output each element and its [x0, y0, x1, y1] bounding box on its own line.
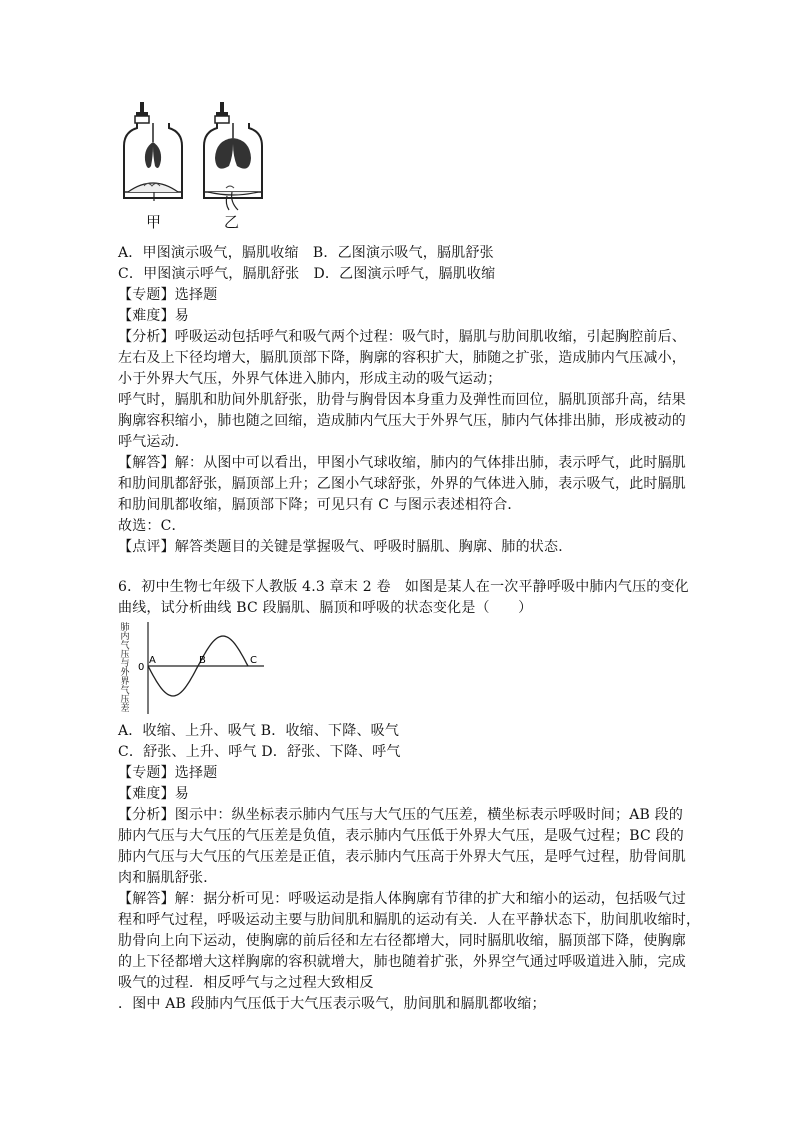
y-label-char: 差 [120, 704, 130, 714]
q6-topic: 【专题】选择题 [118, 765, 218, 781]
y-label-char: 气 [120, 641, 130, 651]
q5-answer-line: 【解答】解：从图中可以看出，甲图小气球收缩，肺内的气体排出肺，表示呼气，此时膈肌 [118, 455, 686, 471]
q5-answer-line: 和肋间肌都舒张，膈顶部上升；乙图小气球舒张，外界的气体进入肺，表示吸气，此时膈肌 [118, 476, 686, 492]
q6-answer-line: 程和呼气过程，呼吸运动主要与肋间肌和膈肌的运动有关．人在平静状态下，肋间肌收缩时， [118, 912, 701, 928]
pressure-chart [132, 620, 268, 716]
q6-answer-line: 的上下径都增大这样胸廓的容积就增大，肺也随着扩张，外界空气通过呼吸道进入肺，完成 [118, 954, 686, 970]
q6-difficulty: 【难度】易 [118, 786, 189, 802]
point-label-a: A [149, 655, 156, 666]
bell-jar-figure-jia [118, 100, 188, 202]
q6-analysis-line: 【分析】图示中：纵坐标表示肺内气压与大气压的气压差，横坐标表示呼吸时间；AB 段的 [118, 807, 684, 823]
q5-analysis-line: 【分析】呼吸运动包括呼气和吸气两个过程：吸气时，膈肌与肋间肌收缩，引起胸腔前后、 [118, 329, 686, 345]
y-label-char: 与 [120, 659, 130, 669]
q6-analysis-line: 肺内气压与大气压的气压差是负值，表示肺内气压低于外界大气压，是吸气过程；BC 段的 [118, 828, 684, 844]
chart-y-axis-label [120, 624, 130, 714]
q5-difficulty: 【难度】易 [118, 308, 189, 324]
q5-topic: 【专题】选择题 [118, 287, 218, 303]
point-label-b: B [199, 655, 206, 666]
q6-analysis-line: 肺内气压与大气压的气压差是正值，表示肺内气压高于外界大气压，是呼气过程，肋骨间肌 [118, 849, 686, 865]
q5-analysis-line: 呼气时，膈肌和肋间外肌舒张，肋骨与胸骨因本身重力及弹性而回位，膈肌顶部升高，结果 [118, 392, 686, 408]
figure-caption-jia: 甲 [146, 213, 162, 231]
bell-jar-figure-yi [196, 100, 268, 212]
q6-answer-line: 【解答】解：据分析可见：呼吸运动是指人体胸廓有节律的扩大和缩小的运动，包括吸气过 [118, 891, 686, 907]
y-label-char: 压 [120, 695, 130, 705]
zero-label: 0 [138, 662, 145, 673]
q6-stem-line2: 曲线，试分析曲线 BC 段膈肌、膈顶和呼吸的状态变化是（ ） [118, 600, 533, 616]
q6-answer-line: 肋骨向上向下运动，使胸廓的前后径和左右径都增大，同时膈肌收缩，膈顶部下降，使胸廓 [118, 933, 686, 949]
y-label-char: 外 [120, 668, 130, 678]
q6-options-line1: A．收缩、上升、吸气 B．收缩、下降、吸气 [118, 723, 400, 739]
y-label-char: 界 [120, 677, 130, 687]
q5-analysis-line: 小于外界大气压，外界气体进入肺内，形成主动的吸气运动； [118, 371, 502, 387]
y-label-char: 压 [120, 650, 130, 660]
q5-answer-line: 故选：C． [118, 518, 186, 534]
q6-stem-line1: 6．初中生物七年级下人教版 4.3 章末 2 卷 如图是某人在一次平静呼吸中肺内气压的变化 [118, 579, 689, 595]
q6-analysis-line: 肉和膈肌舒张． [118, 870, 218, 886]
y-label-char: 内 [120, 632, 130, 642]
point-label-c: C [250, 655, 257, 666]
q5-options-line1: A．甲图演示吸气，膈肌收缩 B．乙图演示吸气，膈肌舒张 [118, 245, 494, 261]
figure-caption-yi: 乙 [224, 213, 240, 231]
q5-options-line2: C．甲图演示呼气，膈肌舒张 D．乙图演示呼气，膈肌收缩 [118, 266, 496, 282]
q6-options-line2: C．舒张、上升、呼气 D．舒张、下降、呼气 [118, 744, 401, 760]
q6-answer-line: ．图中 AB 段肺内气压低于大气压表示吸气，肋间肌和膈肌都收缩； [118, 996, 546, 1012]
y-label-char: 肺 [120, 623, 130, 633]
q5-analysis-line: 胸廓容积缩小，肺也随之回缩，造成肺内气压大于外界气压，肺内气体排出肺，形成被动的 [118, 413, 686, 429]
q6-answer-line: 吸气的过程．相反呼气与之过程大致相反 [118, 975, 374, 991]
q5-analysis-line: 左右及上下径均增大，膈肌顶部下降，胸廓的容积扩大，肺随之扩张，造成肺内气压减小， [118, 350, 686, 366]
q5-answer-line: 和肋间肌都收缩，膈顶部下降；可见只有 C 与图示表述相符合． [118, 497, 522, 513]
q5-comment: 【点评】解答类题目的关键是掌握吸气、呼吸时膈肌、胸廓、肺的状态． [118, 539, 573, 555]
q5-analysis-line: 呼气运动． [118, 434, 189, 450]
y-label-char: 气 [120, 686, 130, 696]
